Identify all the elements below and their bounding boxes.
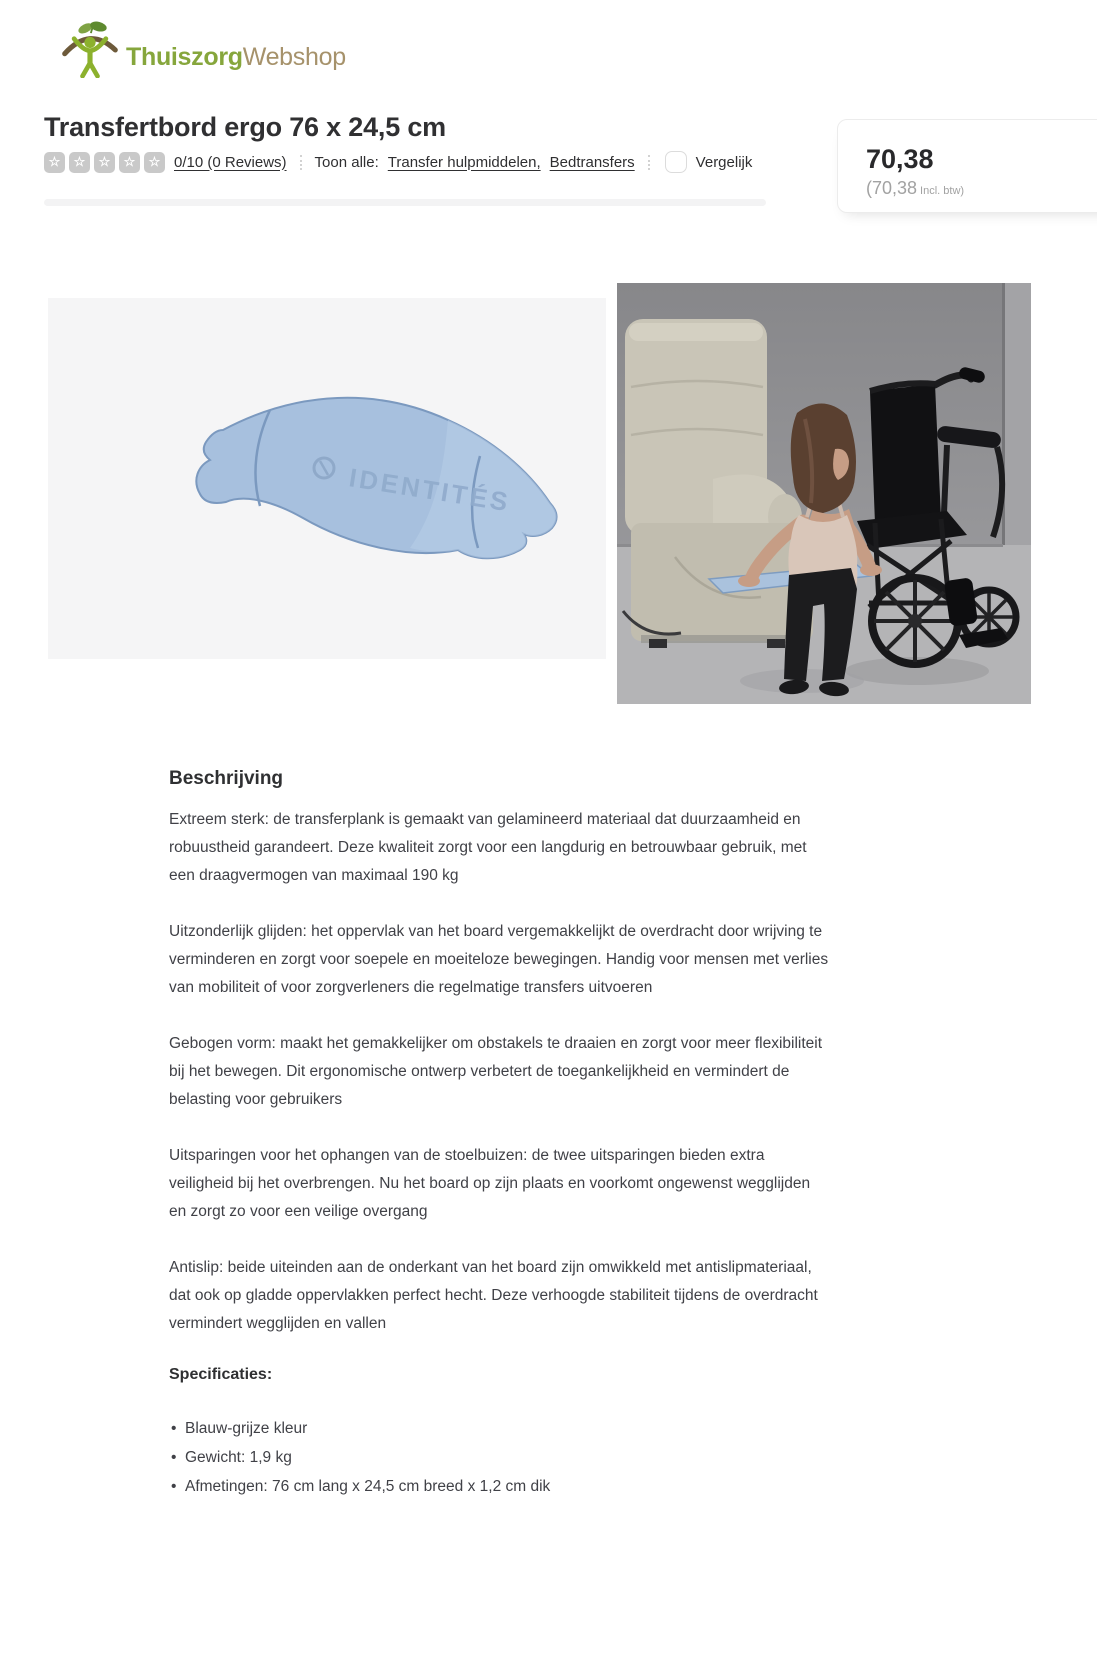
- spec-item-text: Afmetingen: 76 cm lang x 24,5 cm breed x 1,2 cm dik: [185, 1478, 551, 1495]
- category-link-transfer-hulpmiddelen[interactable]: Transfer hulpmiddelen,: [387, 153, 541, 171]
- logo-person-tree-icon: [60, 20, 120, 78]
- specifications-heading: Specificaties:: [169, 1366, 273, 1383]
- bullet-icon: •: [171, 1449, 177, 1466]
- reviews-link[interactable]: 0/10 (0 Reviews): [174, 153, 287, 171]
- transfer-board-illustration: [48, 298, 606, 659]
- product-image-lifestyle-photo[interactable]: [617, 283, 1031, 704]
- site-logo-text: [126, 45, 346, 78]
- description-paragraph: Uitzonderlijk glijden: het oppervlak van het board vergemakkelijkt de overdracht door wrijving te verminderen en zorgt voor soepele en moeiteloze bewegingen. Handig voor mensen met verlies van mobiliteit of voor zorgverleners die regelmatige transfers uitvoeren: [169, 923, 829, 996]
- spec-item-text: Blauw-grijze kleur: [185, 1420, 308, 1437]
- description-paragraph: Antislip: beide uiteinden aan de onderkant van het board zijn omwikkeld met antislipmateriaal, dat ook op gladde oppervlakken perfect hecht. Deze verhoogde stabiliteit tijdens de overdracht vermindert wegglijden en vallen: [169, 1259, 818, 1332]
- price-card: [837, 119, 1097, 213]
- description-heading: Beschrijving: [169, 768, 284, 789]
- bullet-icon: •: [171, 1420, 177, 1437]
- price-amount: 70,38: [866, 144, 934, 174]
- product-image-board[interactable]: [48, 298, 606, 659]
- bullet-icon: •: [171, 1478, 177, 1495]
- categories-prefix: Toon alle:: [314, 153, 379, 171]
- description-paragraph: Uitsparingen voor het ophangen van de stoelbuizen: de twee uitsparingen bieden extra veiligheid bij het overbrengen. Nu het board op zijn plaats en voorkomt ongewenst wegglijden en zorgt zo voor een veilige overgang: [169, 1147, 811, 1220]
- transfer-scene-illustration: [617, 283, 1031, 704]
- logo-text-primary: Thuiszorg: [126, 43, 243, 71]
- star-icon: ☆: [44, 152, 65, 173]
- description-paragraph: Extreem sterk: de transferplank is gemaakt van gelamineerd materiaal dat duurzaamheid en robuustheid garandeert. Deze kwaliteit zorgt voor een langdurig en betrouwbaar gebruik, met een draagvermogen van maximaal 190 kg: [169, 811, 807, 884]
- price-incl-amount: (70,38: [866, 178, 918, 198]
- star-icon: ☆: [119, 152, 140, 173]
- compare-label[interactable]: Vergelijk: [695, 153, 753, 171]
- section-divider: [44, 199, 766, 206]
- category-link-bedtransfers[interactable]: Bedtransfers: [549, 153, 635, 171]
- spec-item: [169, 1443, 829, 1472]
- price-incl-btw: [866, 178, 1097, 199]
- site-logo[interactable]: [60, 20, 346, 78]
- description-paragraph: Gebogen vorm: maakt het gemakkelijker om obstakels te draaien en zorgt voor meer flexibiliteit bij het bewegen. Dit ergonomische ontwerp verbetert de toegankelijkheid en vermindert de belasting voor gebruikers: [169, 1035, 823, 1108]
- star-icon: ☆: [144, 152, 165, 173]
- page-title: Transfertbord ergo 76 x 24,5 cm: [44, 112, 446, 142]
- dotted-divider-icon: [648, 155, 650, 170]
- star-icon: ☆: [69, 152, 90, 173]
- specifications-list: [169, 1414, 829, 1501]
- rating-stars: [44, 152, 165, 173]
- spec-item-text: Gewicht: 1,9 kg: [185, 1449, 292, 1466]
- product-meta-row: [44, 150, 752, 174]
- spec-item: [169, 1472, 829, 1501]
- spec-item: [169, 1414, 829, 1443]
- star-icon: ☆: [94, 152, 115, 173]
- board-brand-embossed-text: IDENTITÉS: [347, 462, 513, 518]
- price-incl-suffix: Incl. btw): [920, 185, 965, 197]
- logo-text-secondary: Webshop: [242, 43, 346, 71]
- dotted-divider-icon: [300, 155, 302, 170]
- description-section: [169, 768, 829, 1501]
- compare-checkbox[interactable]: [665, 151, 687, 173]
